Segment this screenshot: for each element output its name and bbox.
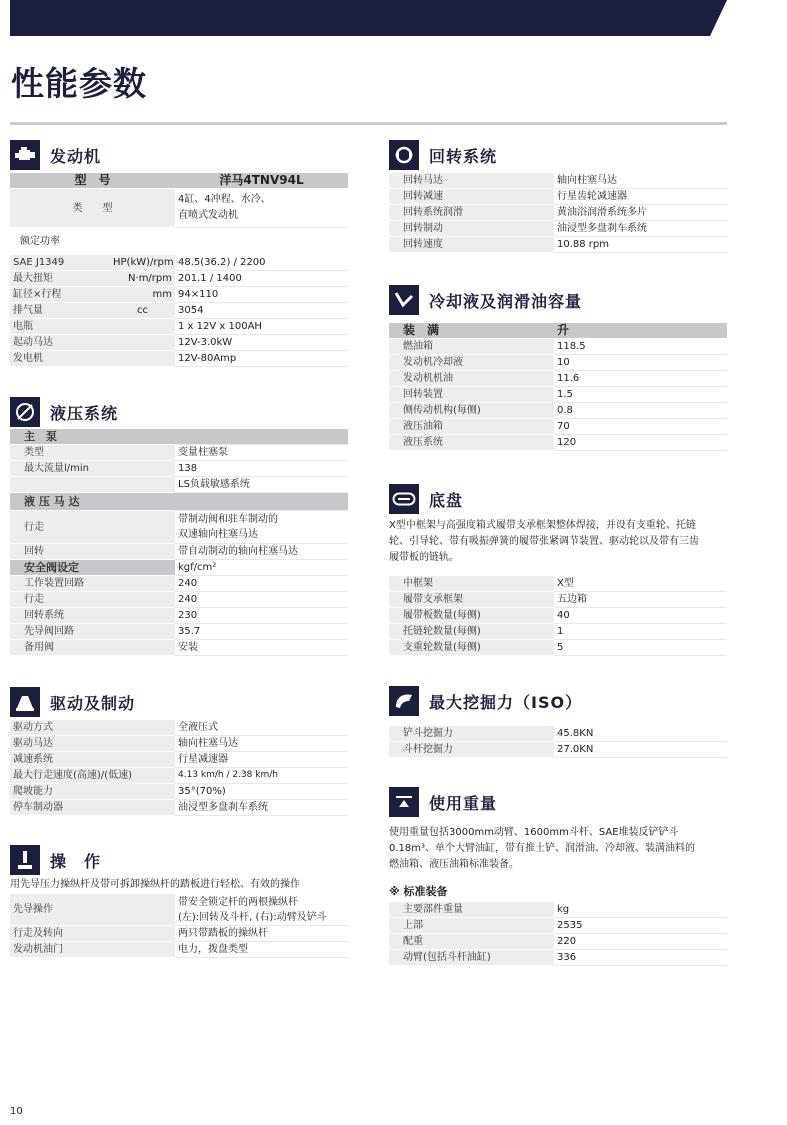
row-label: 液压系统 [389, 435, 554, 451]
row-label: 行走 [10, 592, 175, 608]
engine-icon [10, 140, 40, 170]
table-row [10, 942, 348, 958]
row-value: 1 x 12V x 100AH [175, 319, 348, 335]
row-value: 35.7 [175, 624, 348, 640]
table-row [10, 720, 348, 736]
table-row [10, 271, 348, 287]
gauge-icon [10, 397, 40, 427]
row-label: 发动机机油 [389, 371, 554, 387]
row-label [10, 477, 175, 493]
row-unit: N·m/rpm [110, 271, 175, 287]
table-row [10, 319, 348, 335]
digging-title: 最大挖掘力（ISO） [429, 692, 583, 712]
row-value: 3054 [175, 303, 348, 319]
row-value: 10.88 rpm [554, 237, 727, 253]
row-value: 120 [554, 435, 727, 451]
table-row [10, 544, 348, 560]
hydraulic-title: 液压系统 [50, 403, 119, 423]
row-label: 回转马达 [389, 173, 554, 189]
row-label: 回转减速 [389, 189, 554, 205]
row-label: 先导操作 [10, 894, 175, 926]
bucket-icon [389, 686, 419, 716]
row-label: 行走 [10, 511, 175, 544]
table-row [10, 640, 348, 656]
row-label: 最大扭矩 [10, 271, 110, 287]
desc-line: 履带板的链轨。 [389, 552, 459, 563]
row-label: 回转制动 [389, 221, 554, 237]
standard-equipment-label: ※ 标准装备 [389, 885, 448, 898]
table-row [389, 221, 727, 237]
table-row [389, 173, 727, 189]
row-value: 带自动制动的轴向柱塞马达 [175, 544, 348, 560]
row-label: 驱动马达 [10, 736, 175, 752]
row-label: 行走及转向 [10, 926, 175, 942]
row-label: 起动马达 [10, 335, 175, 351]
row-label: 电瓶 [10, 319, 175, 335]
row-value: 黄油浴润滑系统多片 [554, 205, 727, 221]
row-label: 斗杆挖掘力 [389, 742, 554, 758]
row-value: 138 [175, 461, 348, 477]
header-bar [10, 0, 727, 36]
row-value: 10 [554, 355, 727, 371]
hydraulic-table [10, 429, 348, 656]
row-value: 0.8 [554, 403, 727, 419]
table-row [389, 624, 727, 640]
row-unit: mm [110, 287, 175, 303]
table-row [389, 902, 727, 918]
row-label: 履带支承框架 [389, 592, 554, 608]
title-divider [10, 122, 727, 125]
row-value: 油浸型多盘刹车系统 [175, 800, 348, 816]
weight-section-header [389, 787, 497, 817]
type-line2: 直喷式发动机 [178, 210, 239, 221]
row-label: 驱动方式 [10, 720, 175, 736]
row-value: kg [554, 902, 727, 918]
row-value: (左):回转及斗杆, (右):动臂及铲斗 [178, 911, 327, 923]
row-value: 27.0KN [554, 742, 727, 758]
crawler-track-icon [389, 484, 419, 514]
operation-table [10, 894, 348, 958]
row-value: 行星齿轮减速器 [554, 189, 727, 205]
drive-title: 驱动及制动 [50, 693, 136, 713]
row-label: 托链轮数量(每侧) [389, 624, 554, 640]
operation-section-header [10, 845, 101, 875]
row-value: 118.5 [554, 339, 727, 355]
table-row [10, 511, 348, 544]
row-label: 履带板数量(每侧) [389, 608, 554, 624]
row-label: 回转系统 [10, 608, 175, 624]
row-value: 11.6 [554, 371, 727, 387]
table-row [10, 576, 348, 592]
table-row [10, 800, 348, 816]
table-row [10, 287, 348, 303]
joystick-icon [10, 845, 40, 875]
rated-power-label: 额定功率 [10, 228, 348, 255]
model-label: 型 号 [10, 173, 175, 189]
weight-table [389, 902, 727, 966]
table-row [389, 371, 727, 387]
operation-title: 操 作 [50, 851, 102, 871]
main-pump-label: 主 泵 [10, 429, 175, 445]
table-row [389, 205, 727, 221]
row-value: 2535 [554, 918, 727, 934]
row-value: 油浸型多盘刹车系统 [554, 221, 727, 237]
capacity-head-row [389, 323, 727, 339]
digging-section-header [389, 686, 582, 716]
row-label: 缸径×行程 [10, 287, 110, 303]
row-label: 液压油箱 [389, 419, 554, 435]
chassis-table [389, 576, 727, 656]
row-value: 48.5(36.2) / 2200 [175, 255, 348, 271]
table-row [10, 784, 348, 800]
row-label: 铲斗挖掘力 [389, 726, 554, 742]
table-row [389, 189, 727, 205]
capacity-table [389, 323, 727, 451]
table-row [10, 303, 348, 319]
row-value: 五边箱 [554, 592, 727, 608]
table-row [389, 339, 727, 355]
swing-table [389, 173, 727, 253]
row-label: 最大流量l/min [10, 461, 175, 477]
table-row [389, 950, 727, 966]
table-row [389, 355, 727, 371]
row-value: 变量柱塞泵 [175, 445, 348, 461]
swing-section-header [389, 140, 497, 170]
row-value: 轴向柱塞马达 [554, 173, 727, 189]
row-label: 工作装置回路 [10, 576, 175, 592]
row-value: 40 [554, 608, 727, 624]
row-label: 发动机冷却液 [389, 355, 554, 371]
weight-description [389, 825, 727, 873]
table-row [10, 608, 348, 624]
weight-icon [389, 787, 419, 817]
swing-title: 回转系统 [429, 146, 498, 166]
row-value: 电力，拨盘类型 [175, 942, 348, 958]
chassis-section-header [389, 484, 463, 514]
row-value: 1 [554, 624, 727, 640]
row-label: 备用阀 [10, 640, 175, 656]
row-value: 两只带踏板的操纵杆 [175, 926, 348, 942]
digging-table [389, 726, 727, 758]
table-row [10, 461, 348, 477]
rotation-icon [389, 140, 419, 170]
engine-type-row [10, 189, 348, 228]
table-row [389, 934, 727, 950]
table-row [10, 752, 348, 768]
head-label: 装 满 [389, 323, 554, 339]
table-row [10, 736, 348, 752]
row-label: 主要部件重量 [389, 902, 554, 918]
model-value: 洋马4TNV94L [175, 173, 348, 189]
row-label: 爬坡能力 [10, 784, 175, 800]
row-value: 12V-3.0kW [175, 335, 348, 351]
row-label: 减速系统 [10, 752, 175, 768]
row-value: X型 [554, 576, 727, 592]
table-row [10, 624, 348, 640]
row-value: 35°(70%) [175, 784, 348, 800]
row-label: 先导阀回路 [10, 624, 175, 640]
engine-table [10, 173, 348, 367]
row-unit: HP(kW)/rpm [110, 255, 175, 271]
row-value: 全液压式 [175, 720, 348, 736]
motor-row [10, 493, 348, 511]
row-value: 5 [554, 640, 727, 656]
relief-row [10, 560, 348, 576]
row-value: 240 [175, 576, 348, 592]
table-row [389, 419, 727, 435]
row-value: 45.8KN [554, 726, 727, 742]
row-value: 带制动阀和驻车制动的 [178, 514, 278, 525]
table-row [10, 477, 348, 493]
row-value: 201.1 / 1400 [175, 271, 348, 287]
table-row [389, 387, 727, 403]
row-value: 230 [175, 608, 348, 624]
drive-section-header [10, 687, 135, 717]
desc-line: 使用重量包括3000mm动臂、1600mm斗杆、SAE堆装反铲铲斗 [389, 827, 679, 838]
row-label: SAE J1349 [10, 255, 110, 271]
row-value: 安装 [175, 640, 348, 656]
weight-title: 使用重量 [429, 793, 498, 813]
relief-label: 安全阀设定 [10, 560, 175, 576]
row-label: 侧传动机构(每侧) [389, 403, 554, 419]
row-value: 336 [554, 950, 727, 966]
desc-line: X型中框架与高强度箱式履带支承框架整体焊接，并设有支重轮、托链 [389, 520, 696, 531]
main-pump-row [10, 429, 348, 445]
operation-intro: 用先导压力操纵杆及带可拆卸操纵杆的踏板进行轻松、有效的操作 [10, 879, 300, 890]
row-label: 配重 [389, 934, 554, 950]
row-label: 类型 [10, 445, 175, 461]
row-value: 行星减速器 [175, 752, 348, 768]
row-value: 12V-80Amp [175, 351, 348, 367]
row-value: 双速轴向柱塞马达 [178, 529, 258, 540]
hydraulic-section-header [10, 397, 118, 427]
table-row [10, 768, 348, 784]
capacity-section-header [389, 285, 582, 315]
desc-line: 轮、引导轮、带有吸振弹簧的履带张紧调节装置、驱动轮以及带有三齿 [389, 536, 699, 547]
table-row [389, 726, 727, 742]
drive-table [10, 720, 348, 816]
table-row [389, 237, 727, 253]
track-drive-icon [10, 687, 40, 717]
oil-can-icon [389, 285, 419, 315]
table-row [389, 640, 727, 656]
relief-unit: kgf/cm² [175, 560, 348, 576]
capacity-title: 冷却液及润滑油容量 [429, 291, 583, 311]
table-row [10, 335, 348, 351]
row-label: 回转 [10, 544, 175, 560]
row-value: 带安全锁定杆的两根操纵杆 [178, 896, 298, 908]
row-value: 70 [554, 419, 727, 435]
row-value: 220 [554, 934, 727, 950]
table-row [389, 918, 727, 934]
table-row [10, 351, 348, 367]
row-label: 中框架 [389, 576, 554, 592]
row-value: 94×110 [175, 287, 348, 303]
row-unit: cc [110, 303, 175, 319]
row-label: 停车制动器 [10, 800, 175, 816]
row-value: 240 [175, 592, 348, 608]
chassis-title: 底盘 [429, 490, 464, 510]
table-row [10, 445, 348, 461]
row-value: 轴向柱塞马达 [175, 736, 348, 752]
row-value: LS负载敏感系统 [175, 477, 348, 493]
desc-line: 0.18m³、单个大臂油缸，带有推土铲、润滑油、冷却液、装满油料的 [389, 843, 696, 854]
row-label: 发电机 [10, 351, 175, 367]
motor-label: 液 压 马 达 [10, 493, 175, 511]
row-label: 回转速度 [389, 237, 554, 253]
row-label: 上部 [389, 918, 554, 934]
table-row [389, 576, 727, 592]
page-number: 10 [10, 1106, 23, 1117]
row-value: 1.5 [554, 387, 727, 403]
table-row [389, 608, 727, 624]
table-row [10, 926, 348, 942]
row-label: 动臂(包括斗杆油缸) [389, 950, 554, 966]
head-value: 升 [554, 323, 727, 339]
row-value: 4.13 km/h / 2.38 km/h [175, 768, 348, 784]
table-row [10, 255, 348, 271]
table-row [389, 592, 727, 608]
engine-model-row [10, 173, 348, 189]
table-row [10, 894, 348, 926]
engine-title: 发动机 [50, 146, 102, 166]
row-label: 燃油箱 [389, 339, 554, 355]
table-row [10, 592, 348, 608]
table-row [389, 435, 727, 451]
type-line1: 4缸、4冲程、水冷、 [178, 194, 271, 205]
row-label: 支重轮数量(每侧) [389, 640, 554, 656]
row-label: 发动机油门 [10, 942, 175, 958]
table-row [389, 742, 727, 758]
table-row [389, 403, 727, 419]
type-label: 类 型 [10, 189, 175, 228]
desc-line: 燃油箱、液压油箱标准装备。 [389, 859, 519, 870]
row-label: 回转装置 [389, 387, 554, 403]
row-label: 最大行走速度(高速)/(低速) [10, 768, 175, 784]
row-label: 排气量 [10, 303, 110, 319]
rated-power-row [10, 228, 348, 255]
page-title: 性能参数 [11, 64, 147, 103]
chassis-description [389, 518, 727, 566]
engine-section-header [10, 140, 101, 170]
row-label: 回转系统润滑 [389, 205, 554, 221]
